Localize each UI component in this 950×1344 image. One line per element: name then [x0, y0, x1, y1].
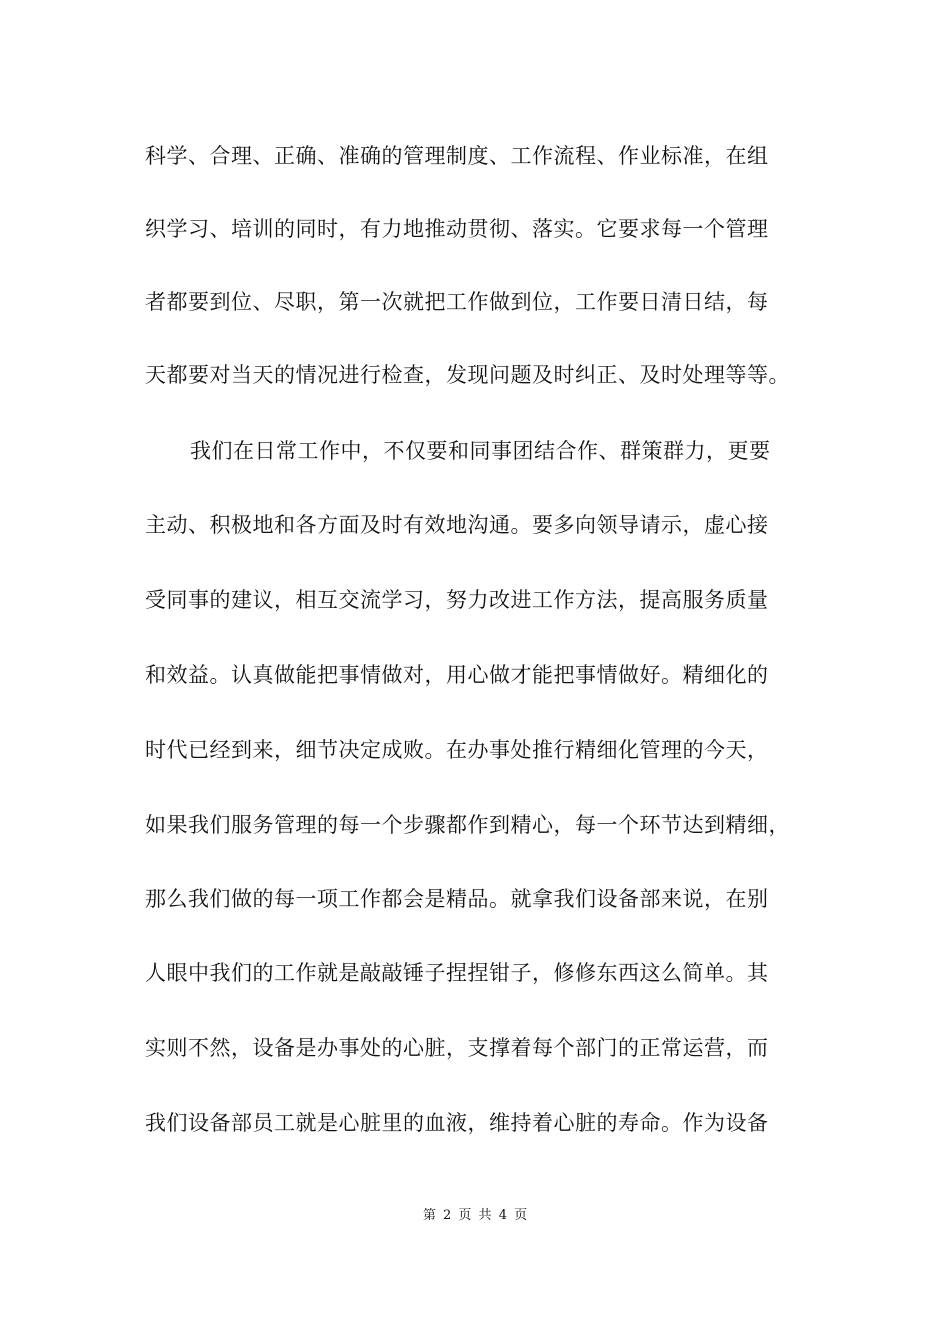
paragraph-2-line-8: 人眼中我们的工作就是敲敲锤子捏捏钳子，修修东西这么简单。其	[145, 961, 769, 985]
paragraph-2-line-9: 实则不然，设备是办事处的心脏，支撑着每个部门的正常运营，而	[145, 1036, 769, 1060]
paragraph-2-line-5: 时代已经到来，细节决定成败。在办事处推行精细化管理的今天，	[145, 738, 769, 762]
paragraph-2-line-2: 主动、积极地和各方面及时有效地沟通。要多向领导请示，虚心接	[145, 513, 769, 537]
page-number-footer: 第 2 页 共 4 页	[422, 1208, 528, 1223]
paragraph-1-line-4: 天都要对当天的情况进行检查，发现问题及时纠正、及时处理等等。	[145, 363, 790, 387]
paragraph-2-line-1: 我们在日常工作中，不仅要和同事团结合作、群策群力，更要	[190, 439, 771, 463]
paragraph-2-line-6: 如果我们服务管理的每一个步骤都作到精心，每一个环节达到精细，	[145, 813, 790, 837]
paragraph-1-line-3: 者都要到位、尽职，第一次就把工作做到位，工作要日清日结，每	[145, 290, 769, 314]
paragraph-2-line-4: 和效益。认真做能把事情做对，用心做才能把事情做好。精细化的	[145, 663, 769, 687]
paragraph-2-line-3: 受同事的建议，相互交流学习，努力改进工作方法，提高服务质量	[145, 588, 769, 612]
paragraph-1-line-2: 织学习、培训的同时，有力地推动贯彻、落实。它要求每一个管理	[145, 217, 769, 241]
paragraph-2-line-7: 那么我们做的每一项工作都会是精品。就拿我们设备部来说，在别	[145, 887, 769, 911]
paragraph-1-line-1: 科学、合理、正确、准确的管理制度、工作流程、作业标准，在组	[145, 144, 769, 168]
paragraph-2-line-10: 我们设备部员工就是心脏里的血液，维持着心脏的寿命。作为设备	[145, 1111, 769, 1135]
